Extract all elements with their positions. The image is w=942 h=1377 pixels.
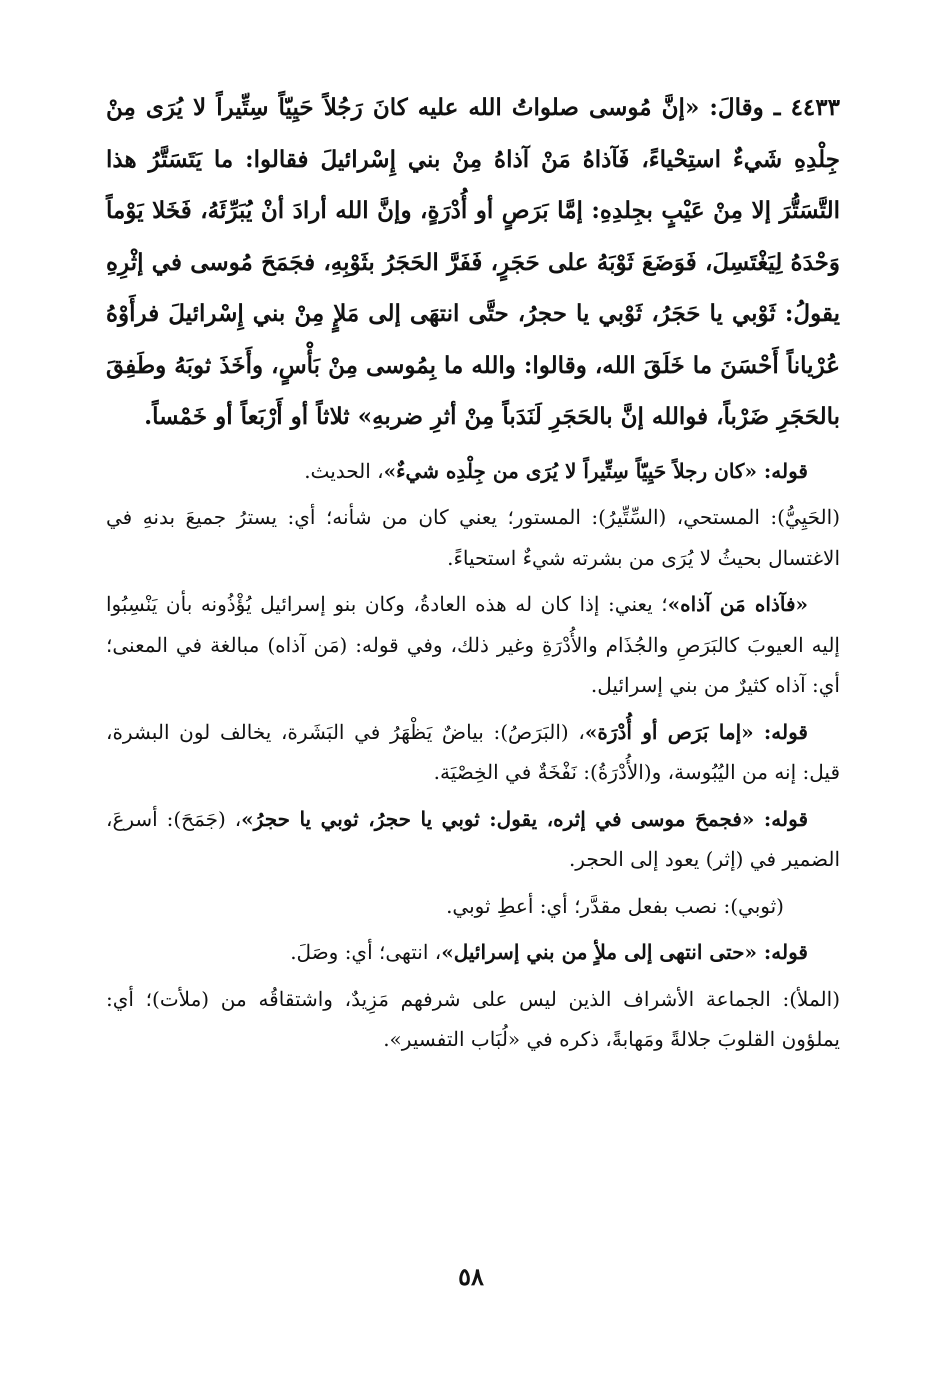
commentary-paragraph-6 [106,886,840,927]
commentary-lead-3: «فآذاه مَن آذاه» [667,592,808,616]
commentary-text-7: ، انتهى؛ أي: وصَلَ. [290,940,442,964]
commentary-lead-4: قوله: «إما بَرَص أو أُدْرَة» [584,719,808,744]
commentary-lead-7: قوله: «حتى انتهى إلى ملأٍ من بني إسرائيل» [441,940,808,964]
commentary-text-8: (الملأ): الجماعة الأشراف الذين ليس على شرفهم مَزِيدٌ، واشتقاقُه من (ملأت)؛ أي: يملؤون القلوبَ جلالةً ومَهابةً، ذكره في «لُبَاب التفسير». [106,986,840,1051]
commentary-paragraph-2 [106,497,840,578]
commentary-paragraph-8 [106,979,840,1060]
commentary-text-4: ، (البَرَصُ): بياضٌ يَظْهَرُ في البَشَرة، يخالف لون البشرة، قيل: إنه من اليُبُوسة، و(الأُدْرَةُ): نَفْخَةٌ في الخِصْيَة. [106,719,840,784]
page-content [106,82,840,1060]
commentary-paragraph-5 [106,799,840,880]
hadith-number: ٤٤٣٣ [790,94,840,121]
commentary-paragraph-3 [106,584,840,706]
commentary-text-2: (الحَيِيُّ): المستحي، (السِّتِّيرُ): المستور؛ يعني كان من شأنه؛ أي: يسترُ جميعَ بدنهِ في الاغتسال بحيثُ لا يُرَى من بشرته شيءٌ استحياءً. [106,505,840,570]
commentary-lead-5: قوله: «فجمحَ موسى في إثره، يقول: ثوبي يا حجرُ، ثوبي يا حجرُ» [241,806,809,831]
page-number: ٥٨ [458,1262,484,1291]
commentary-text-6: (ثوبي): نصب بفعل مقدَّر؛ أي: أعطِ ثوبي. [446,893,784,918]
commentary-text-1: ، الحديث. [304,458,384,483]
commentary-text-3: ؛ يعني: إذا كان له هذه العادةُ، وكان بنو إسرائيل يُؤْذُونه بأن يَنْسِبُوا إليه العيوبَ كالبَرَصِ والجُذَام والأُدْرَةِ وغير ذلك، وفي قوله: (مَن آذاه) مبالغة في المعنى؛ أي: آذاه كثيرٌ من بني إسرائيل. [106,592,840,697]
commentary-text-5: ، (جَمَحَ): أسرعَ، الضمير في (إثر) يعود إلى الحجر. [106,806,840,871]
hadith-paragraph [106,82,840,443]
commentary-paragraph-7 [106,932,840,973]
commentary-paragraph-4 [106,712,840,793]
commentary-lead-1: قوله: «كان رجلاً حَيِيّاً سِتِّيراً لا يُرَى من جِلْدِه شيءٌ» [383,458,808,483]
commentary-paragraph-1 [106,451,840,492]
hadith-text: ـ وقالَ: «إنَّ مُوسى صلواتُ الله عليه كانَ رَجُلاً حَيِيّاً سِتِّيراً لا يُرَى مِنْ جِلْدِهِ شَيءٌ استِحْياءً، فَآذاهُ مَنْ آذاهُ مِنْ بني إِسْرائيلَ فقالوا: ما يَتَسَتَّرُ هذا التَّسَتُّرَ إلا مِنْ عَيْبٍ بجِلدِهِ: إمَّا بَرَصٍ أو أُدْرَةٍ، وإنَّ الله أرادَ أنْ يُبَرِّئَهُ، فَخَلا يَوْماً وَحْدَهُ لِيَغْتَسِلَ، فَوَضَعَ ثَوْبَهُ على حَجَرٍ، فَفَرَّ الحَجَرُ بثَوْبِهِ، فجَمَحَ مُوسى في إثْرِهِ يقولُ: ثَوْبي يا حَجَرُ، ثَوْبي يا حجرُ، حتَّى انتهَى إلى مَلإٍ مِنْ بني إِسْرائيلَ فرأَوْهُ عُرْياناً أَحْسَنَ ما خَلَقَ الله، وقالوا: والله ما بِمُوسى مِنْ بَأْسٍ، وأَخَذَ ثوبَهُ وطَفِقَ بالحَجَرِ ضَرْباً، فوالله إنَّ بالحَجَرِ لَنَدَباً مِنْ أثرِ ضربهِ» ثلاثاً أو أَرْبَعاً أو خَمْساً. [106,94,840,430]
